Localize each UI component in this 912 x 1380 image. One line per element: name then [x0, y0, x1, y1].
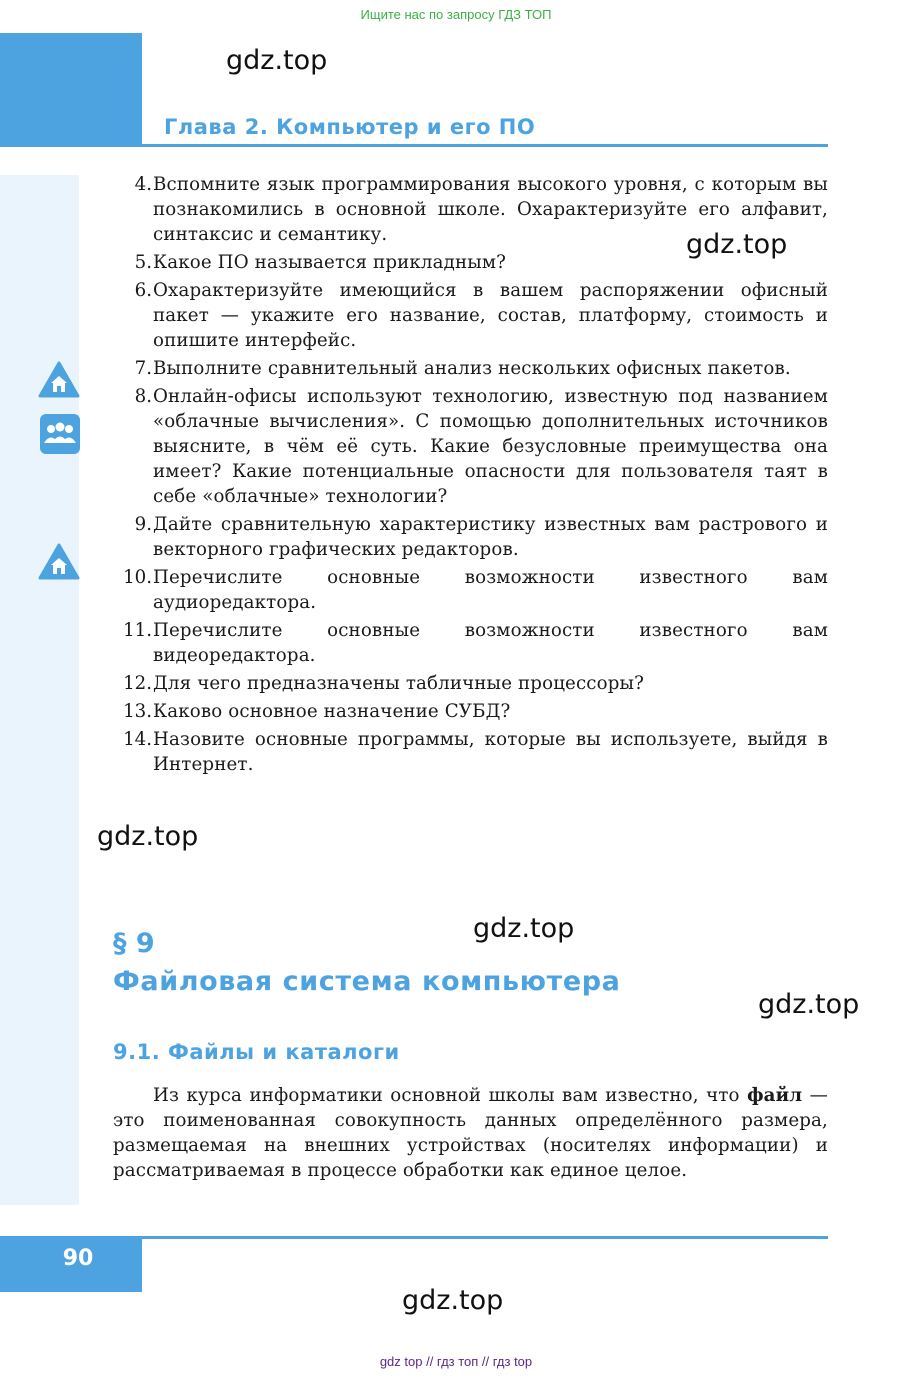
- question-text: Назовите основные программы, которые вы используете, выйдя в Интернет.: [153, 729, 828, 775]
- watermark: gdz.top: [226, 45, 328, 76]
- question-number: 5.: [134, 252, 152, 273]
- question-text: Какое ПО называется прикладным?: [153, 252, 507, 273]
- side-margin-strip: [0, 175, 79, 1205]
- question-number: 12.: [123, 673, 152, 694]
- watermark: gdz.top: [97, 821, 199, 852]
- question-number: 6.: [134, 280, 152, 301]
- watermark: gdz.top: [686, 229, 788, 260]
- question-item: [108, 278, 828, 353]
- paragraph-rest: — это поименованная совокупность данных определённого размера, размещаемая на внешних устройствах (носителях информации) и рассматриваемая в процессе обработки как единое целое.: [113, 1085, 828, 1181]
- question-text: Перечислите основные возможности известного вам видеоредактора.: [153, 620, 828, 666]
- body-paragraph: [113, 1083, 828, 1183]
- question-number: 13.: [123, 701, 152, 722]
- subsection-title: 9.1. Файлы и каталоги: [113, 1040, 400, 1064]
- question-item: [108, 172, 828, 247]
- question-number: 14.: [123, 729, 152, 750]
- question-number: 9.: [134, 514, 152, 535]
- questions-list: [108, 172, 828, 780]
- paragraph-term: файл: [747, 1085, 803, 1106]
- watermark: gdz.top: [473, 913, 575, 944]
- question-text: Вспомните язык программирования высокого уровня, с которым вы познакомились в основной школе. Охарактеризуйте его алфавит, синтаксис и семантику.: [153, 174, 828, 245]
- section-title: Файловая система компьютера: [113, 966, 621, 997]
- top-banner: Ищите нас по запросу ГДЗ ТОП: [360, 7, 552, 22]
- chapter-title: Глава 2. Компьютер и его ПО: [164, 115, 536, 139]
- question-text: Дайте сравнительную характеристику известных вам растрового и векторного графических редакторов.: [153, 514, 828, 560]
- question-number: 4.: [134, 174, 152, 195]
- question-text: Каково основное назначение СУБД?: [153, 701, 511, 722]
- watermark: gdz.top: [758, 989, 860, 1020]
- question-item: [108, 727, 828, 777]
- question-item: [108, 250, 828, 275]
- question-item: [108, 384, 828, 509]
- question-number: 11.: [123, 620, 152, 641]
- bottom-banner: gdz top // гдз топ // гдз top: [379, 1354, 533, 1369]
- home-task-icon: [38, 543, 80, 581]
- page-number: 90: [62, 1246, 94, 1271]
- question-item: [108, 699, 828, 724]
- header-color-block: [0, 33, 142, 147]
- group-task-icon: [39, 413, 81, 455]
- paragraph-start: Из курса информатики основной школы вам известно, что: [153, 1085, 748, 1106]
- question-item: [108, 671, 828, 696]
- question-text: Онлайн-офисы используют технологию, известную под названием «облачные вычисления». С помощью дополнительных источников выясните, в чём её суть. Какие безусловные преимущества она имеет? Какие потенциальные опасности для пользователя таят в себе «облачные» технологии?: [153, 386, 828, 507]
- header-rule: [142, 144, 828, 147]
- question-text: Выполните сравнительный анализ нескольких офисных пакетов.: [153, 358, 791, 379]
- question-text: Охарактеризуйте имеющийся в вашем распоряжении офисный пакет — укажите его название, состав, платформу, стоимость и опишите интерфейс.: [153, 280, 828, 351]
- question-text: Перечислите основные возможности известного вам аудиоредактора.: [153, 567, 828, 613]
- question-number: 8.: [134, 386, 152, 407]
- question-text: Для чего предназначены табличные процессоры?: [153, 673, 645, 694]
- question-number: 7.: [134, 358, 152, 379]
- question-item: [108, 512, 828, 562]
- watermark: gdz.top: [402, 1285, 504, 1316]
- question-item: [108, 618, 828, 668]
- footer-rule: [142, 1236, 828, 1239]
- question-item: [108, 356, 828, 381]
- home-task-icon: [38, 361, 80, 399]
- question-number: 10.: [123, 567, 152, 588]
- question-item: [108, 565, 828, 615]
- section-number: § 9: [113, 928, 155, 959]
